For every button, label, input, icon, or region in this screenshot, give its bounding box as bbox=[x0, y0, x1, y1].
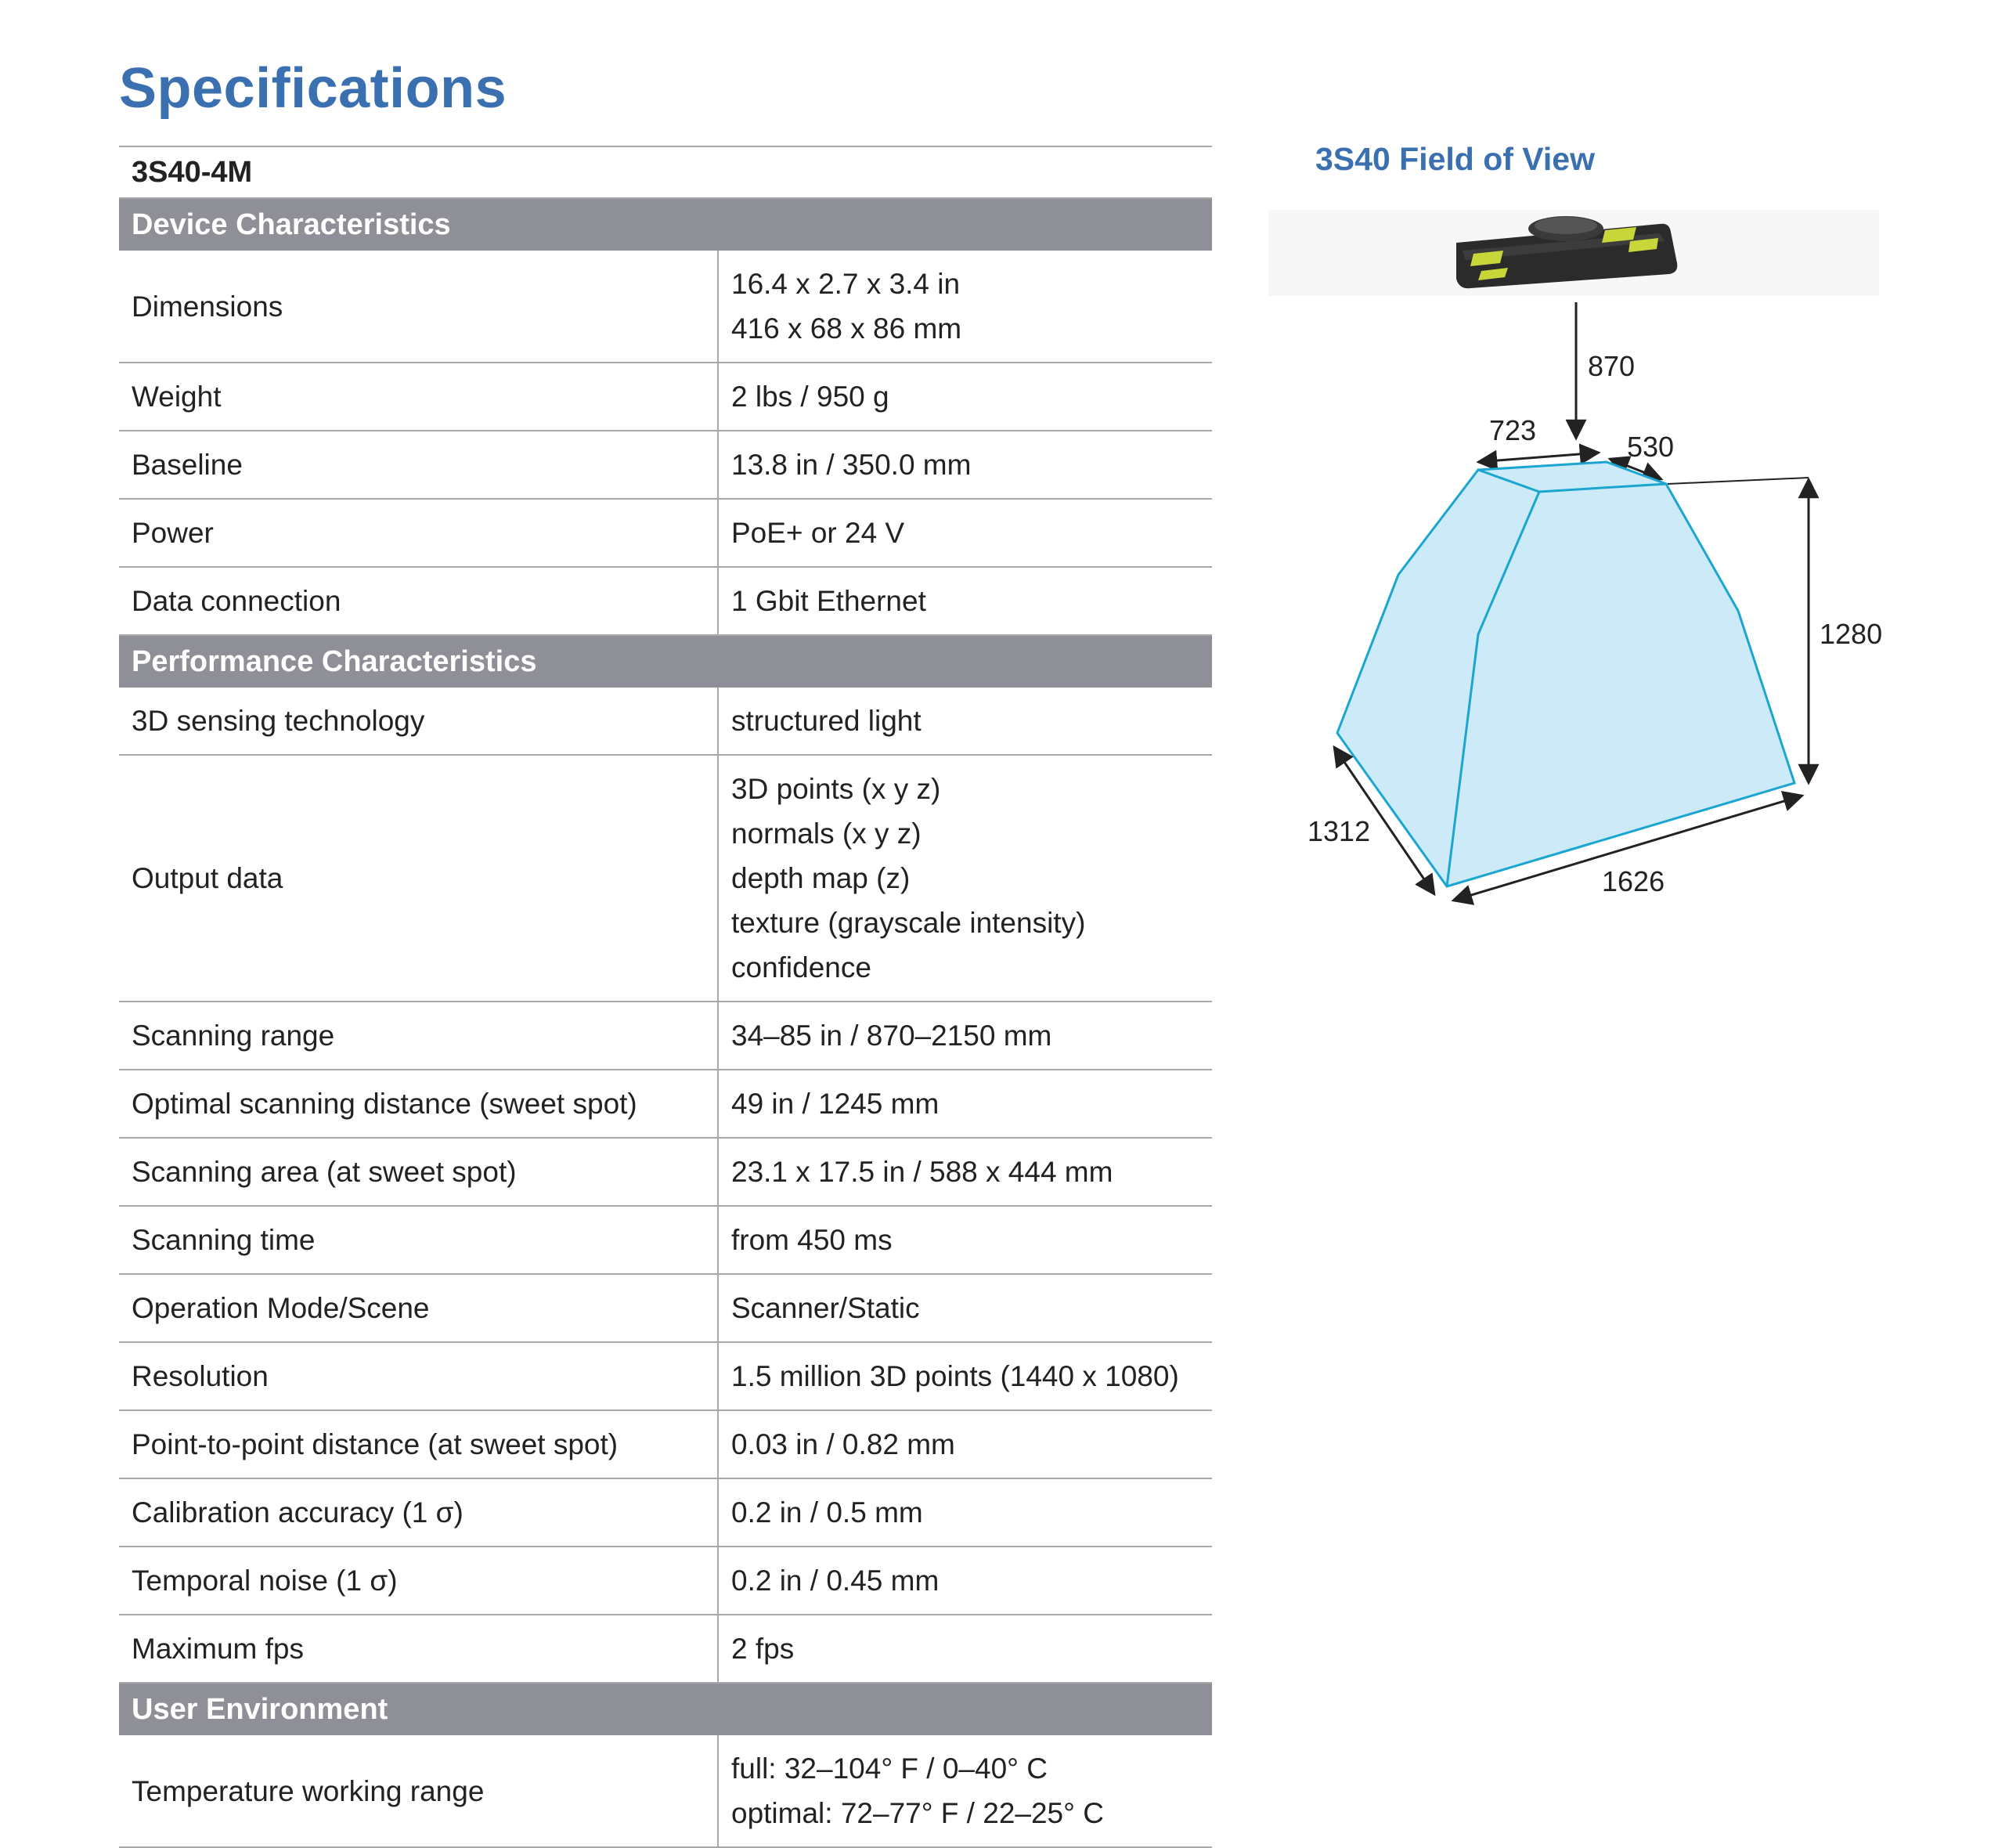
spec-value bbox=[718, 499, 1212, 567]
spec-label: Scanning area (at sweet spot) bbox=[119, 1138, 718, 1206]
spec-row bbox=[119, 1070, 1212, 1138]
spec-value bbox=[718, 755, 1212, 1002]
dim-distance: 870 bbox=[1588, 350, 1636, 382]
spec-row bbox=[119, 1547, 1212, 1615]
spec-value bbox=[718, 1070, 1212, 1138]
spec-value bbox=[718, 1547, 1212, 1615]
spec-row bbox=[119, 688, 1212, 755]
model-row bbox=[119, 146, 1212, 198]
spec-label: Temporal noise (1 σ) bbox=[119, 1547, 718, 1615]
spec-value bbox=[718, 688, 1212, 755]
spec-value-line: 23.1 x 17.5 in / 588 x 444 mm bbox=[731, 1156, 1113, 1188]
spec-label: Maximum fps bbox=[119, 1615, 718, 1683]
spec-value-line: 1.5 million 3D points (1440 x 1080) bbox=[731, 1360, 1179, 1392]
spec-value-line: full: 32–104° F / 0–40° C bbox=[731, 1752, 1048, 1785]
spec-row bbox=[119, 1002, 1212, 1070]
spec-value-line: structured light bbox=[731, 705, 922, 737]
spec-label: Point-to-point distance (at sweet spot) bbox=[119, 1410, 718, 1478]
spec-value-line: PoE+ or 24 V bbox=[731, 517, 905, 549]
model-name: 3S40-4M bbox=[119, 146, 1212, 198]
spec-row bbox=[119, 1274, 1212, 1342]
section-title: User Environment bbox=[119, 1683, 1212, 1735]
spec-label: Baseline bbox=[119, 431, 718, 499]
spec-row bbox=[119, 1735, 1212, 1847]
dim-top-depth: 530 bbox=[1627, 431, 1675, 463]
spec-value bbox=[718, 1274, 1212, 1342]
dim-height: 1280 bbox=[1820, 618, 1883, 650]
spec-value-line: 0.2 in / 0.5 mm bbox=[731, 1496, 923, 1529]
section-header-user-environment bbox=[119, 1683, 1212, 1735]
spec-label: Optimal scanning distance (sweet spot) bbox=[119, 1070, 718, 1138]
spec-table bbox=[119, 146, 1212, 1848]
spec-value-line: 0.2 in / 0.45 mm bbox=[731, 1565, 940, 1597]
spec-value-line: normals (x y z) bbox=[731, 818, 922, 850]
spec-row bbox=[119, 1138, 1212, 1206]
spec-label: Dimensions bbox=[119, 251, 718, 363]
spec-value bbox=[718, 1342, 1212, 1410]
spec-value bbox=[718, 1410, 1212, 1478]
spec-label: Output data bbox=[119, 755, 718, 1002]
fov-title: 3S40 Field of View bbox=[1315, 141, 1595, 177]
spec-row bbox=[119, 1342, 1212, 1410]
spec-row bbox=[119, 251, 1212, 363]
spec-label: Power bbox=[119, 499, 718, 567]
spec-value-line: 2 lbs / 950 g bbox=[731, 381, 889, 413]
spec-value bbox=[718, 1735, 1212, 1847]
spec-row bbox=[119, 1615, 1212, 1683]
spec-value bbox=[718, 1615, 1212, 1683]
dim-top-width: 723 bbox=[1489, 414, 1537, 446]
spec-value bbox=[718, 567, 1212, 635]
section-header-performance-characteristics bbox=[119, 635, 1212, 688]
spec-value bbox=[718, 1206, 1212, 1274]
spec-value-line: 13.8 in / 350.0 mm bbox=[731, 449, 972, 481]
spec-value-line: Scanner/Static bbox=[731, 1292, 920, 1324]
fov-volume bbox=[1337, 462, 1794, 886]
spec-value-line: 3D points (x y z) bbox=[731, 773, 941, 805]
dim-bottom-width: 1626 bbox=[1602, 865, 1665, 897]
spec-row bbox=[119, 431, 1212, 499]
spec-row bbox=[119, 363, 1212, 431]
spec-value bbox=[718, 431, 1212, 499]
fov-diagram bbox=[1268, 196, 1973, 932]
dim-bottom-depth: 1312 bbox=[1307, 815, 1371, 847]
spec-label: Resolution bbox=[119, 1342, 718, 1410]
spec-row bbox=[119, 499, 1212, 567]
top-width-arrow bbox=[1478, 453, 1599, 462]
spec-value-line: 16.4 x 2.7 x 3.4 in bbox=[731, 268, 961, 300]
spec-row bbox=[119, 567, 1212, 635]
spec-label: Operation Mode/Scene bbox=[119, 1274, 718, 1342]
spec-value bbox=[718, 1478, 1212, 1547]
spec-label: Calibration accuracy (1 σ) bbox=[119, 1478, 718, 1547]
spec-table-body bbox=[119, 146, 1212, 1847]
spec-value bbox=[718, 1002, 1212, 1070]
spec-label: Data connection bbox=[119, 567, 718, 635]
spec-row bbox=[119, 1410, 1212, 1478]
section-title: Device Characteristics bbox=[119, 198, 1212, 251]
spec-value-line: 34–85 in / 870–2150 mm bbox=[731, 1020, 1052, 1052]
spec-value bbox=[718, 1138, 1212, 1206]
spec-value-line: confidence bbox=[731, 951, 871, 984]
spec-value-line: from 450 ms bbox=[731, 1224, 893, 1256]
spec-label: Temperature working range bbox=[119, 1735, 718, 1847]
spec-value-line: depth map (z) bbox=[731, 862, 911, 894]
spec-label: Scanning range bbox=[119, 1002, 718, 1070]
spec-value-line: 1 Gbit Ethernet bbox=[731, 585, 926, 617]
spec-label: 3D sensing technology bbox=[119, 688, 718, 755]
spec-value-line: 49 in / 1245 mm bbox=[731, 1088, 940, 1120]
section-title: Performance Characteristics bbox=[119, 635, 1212, 688]
section-header-device-characteristics bbox=[119, 198, 1212, 251]
spec-row bbox=[119, 1478, 1212, 1547]
page-title: Specifications bbox=[119, 57, 507, 120]
spec-value-line: optimal: 72–77° F / 22–25° C bbox=[731, 1797, 1104, 1829]
spec-label: Scanning time bbox=[119, 1206, 718, 1274]
spec-row bbox=[119, 755, 1212, 1002]
spec-value-line: 0.03 in / 0.82 mm bbox=[731, 1428, 955, 1460]
spec-value bbox=[718, 363, 1212, 431]
spec-value bbox=[718, 251, 1212, 363]
spec-row bbox=[119, 1206, 1212, 1274]
spec-label: Weight bbox=[119, 363, 718, 431]
spec-value-line: 2 fps bbox=[731, 1633, 795, 1665]
spec-value-line: texture (grayscale intensity) bbox=[731, 907, 1086, 939]
spec-value-line: 416 x 68 x 86 mm bbox=[731, 312, 962, 345]
scanner-device-image bbox=[1268, 210, 1879, 296]
